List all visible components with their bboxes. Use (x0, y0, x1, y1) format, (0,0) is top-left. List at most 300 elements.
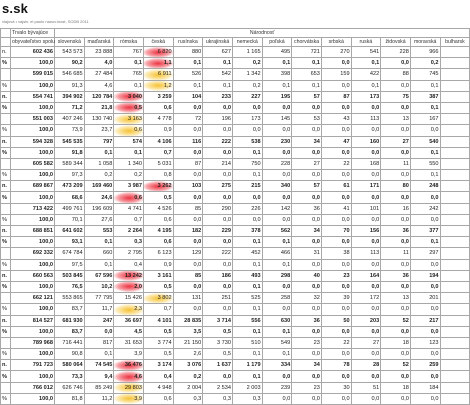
table-cell[interactable]: 93,1 (55, 237, 85, 248)
table-cell[interactable]: 22 (321, 158, 351, 169)
row-label[interactable]: % (1, 259, 11, 270)
table-cell[interactable]: 2 534 (203, 382, 233, 393)
row-total-cell[interactable]: 100,0 (11, 371, 55, 382)
table-cell[interactable]: 0,0 (203, 304, 233, 315)
table-cell[interactable]: 0,0 (321, 237, 351, 248)
table-cell[interactable]: 171 (351, 181, 381, 192)
table-cell[interactable]: 0,0 (351, 102, 381, 113)
table-cell[interactable]: 196 (203, 114, 233, 125)
table-cell[interactable]: 0,0 (173, 102, 203, 113)
table-cell[interactable] (440, 192, 470, 203)
table-cell[interactable]: 0,1 (292, 58, 322, 69)
table-cell[interactable]: 0,1 (84, 349, 114, 360)
table-cell[interactable]: 0,1 (114, 147, 144, 158)
table-cell[interactable]: 0,1 (114, 80, 144, 91)
table-cell[interactable]: 0,0 (410, 349, 440, 360)
table-cell[interactable]: 422 (351, 69, 381, 80)
table-cell[interactable]: 0,0 (321, 371, 351, 382)
table-cell[interactable]: 90,2 (55, 58, 85, 69)
table-cell[interactable]: 0,0 (381, 326, 411, 337)
table-cell[interactable]: 2,0 (114, 281, 144, 292)
table-cell[interactable]: 0,9 (143, 259, 173, 270)
table-cell[interactable]: 0,0 (262, 281, 292, 292)
table-cell[interactable]: 0,0 (321, 281, 351, 292)
table-cell[interactable] (440, 293, 470, 304)
table-cell[interactable]: 526 (173, 69, 203, 80)
table-cell[interactable]: 222 (203, 248, 233, 259)
table-cell[interactable]: 0,1 (232, 170, 262, 181)
table-cell[interactable]: 510 (232, 337, 262, 348)
table-cell[interactable] (440, 226, 470, 237)
table-cell[interactable]: 184 (410, 382, 440, 393)
table-cell[interactable]: 0,6 (143, 393, 173, 404)
row-label[interactable]: % (1, 393, 11, 404)
table-cell[interactable]: 34 (292, 226, 322, 237)
table-cell[interactable]: 0,1 (410, 102, 440, 113)
table-cell[interactable]: 681 930 (55, 315, 85, 326)
table-cell[interactable]: 167 (410, 114, 440, 125)
row-label[interactable]: n. (1, 91, 11, 102)
table-cell[interactable]: 0,0 (351, 349, 381, 360)
table-cell[interactable]: 13 (381, 293, 411, 304)
table-cell[interactable] (440, 170, 470, 181)
table-cell[interactable]: 0,6 (143, 102, 173, 113)
table-cell[interactable] (440, 102, 470, 113)
table-cell[interactable]: 36 476 (114, 360, 144, 371)
table-cell[interactable]: 562 (262, 226, 292, 237)
table-cell[interactable]: 0,0 (321, 102, 351, 113)
table-cell[interactable]: 195 (262, 91, 292, 102)
table-cell[interactable]: 129 (173, 248, 203, 259)
table-cell[interactable]: 0,0 (203, 147, 233, 158)
table-cell[interactable]: 0,5 (203, 326, 233, 337)
table-cell[interactable]: 0,0 (381, 147, 411, 158)
table-cell[interactable]: 27 (381, 136, 411, 147)
table-cell[interactable]: 1 342 (232, 69, 262, 80)
table-cell[interactable]: 87 (321, 91, 351, 102)
row-total-cell[interactable]: 554 741 (11, 91, 55, 102)
table-cell[interactable]: 222 (203, 136, 233, 147)
row-label[interactable]: n. (1, 136, 11, 147)
table-cell[interactable]: 0,6 (114, 192, 144, 203)
table-cell[interactable]: 0,0 (410, 304, 440, 315)
table-cell[interactable]: 0,0 (410, 371, 440, 382)
table-cell[interactable]: 0,0 (351, 371, 381, 382)
table-cell[interactable]: 142 (262, 203, 292, 214)
table-cell[interactable]: 11,2 (84, 393, 114, 404)
table-cell[interactable]: 203 (351, 315, 381, 326)
table-cell[interactable]: 76,5 (55, 281, 85, 292)
table-cell[interactable]: 36 (381, 270, 411, 281)
row-label[interactable]: % (1, 170, 11, 181)
table-cell[interactable]: 3 163 (114, 114, 144, 125)
table-cell[interactable]: 68,6 (55, 192, 85, 203)
row-label[interactable] (1, 337, 11, 348)
table-cell[interactable]: 87 (173, 158, 203, 169)
table-cell[interactable]: 0,0 (321, 349, 351, 360)
table-cell[interactable]: 70 (321, 226, 351, 237)
column-header[interactable]: ruská (351, 38, 381, 47)
table-cell[interactable]: 0,1 (232, 304, 262, 315)
table-cell[interactable]: 28 (351, 360, 381, 371)
table-cell[interactable]: 11,7 (84, 304, 114, 315)
table-cell[interactable]: 0,1 (84, 259, 114, 270)
table-cell[interactable]: 30 (321, 382, 351, 393)
table-cell[interactable]: 215 (232, 181, 262, 192)
table-cell[interactable]: 0,0 (292, 237, 322, 248)
table-cell[interactable] (440, 248, 470, 259)
table-cell[interactable]: 0,0 (262, 147, 292, 158)
table-cell[interactable]: 4,0 (84, 58, 114, 69)
table-cell[interactable]: 1 637 (203, 360, 233, 371)
table-cell[interactable]: 0,5 (143, 281, 173, 292)
table-cell[interactable]: 39 (321, 293, 351, 304)
column-header[interactable]: slovenská (55, 38, 85, 47)
table-cell[interactable]: 43 (321, 114, 351, 125)
table-cell[interactable]: 0,0 (410, 125, 440, 136)
table-cell[interactable]: 580 064 (55, 360, 85, 371)
table-cell[interactable]: 466 (262, 248, 292, 259)
table-cell[interactable]: 525 (232, 293, 262, 304)
table-cell[interactable]: 0,1 (232, 147, 262, 158)
table-cell[interactable]: 52 (381, 315, 411, 326)
table-cell[interactable] (440, 58, 470, 69)
table-cell[interactable]: 653 (292, 69, 322, 80)
table-cell[interactable]: 966 (410, 47, 440, 58)
row-label[interactable]: % (1, 304, 11, 315)
table-cell[interactable] (440, 237, 470, 248)
table-cell[interactable]: 0,0 (351, 125, 381, 136)
table-cell[interactable]: 3 076 (173, 360, 203, 371)
table-cell[interactable]: 173 (232, 114, 262, 125)
table-cell[interactable]: 0,0 (321, 326, 351, 337)
table-cell[interactable]: 0,1 (351, 58, 381, 69)
table-cell[interactable]: 0,0 (262, 170, 292, 181)
table-cell[interactable]: 52 (381, 360, 411, 371)
table-cell[interactable]: 4 526 (143, 203, 173, 214)
table-cell[interactable]: 340 (262, 181, 292, 192)
table-cell[interactable]: 407 246 (55, 114, 85, 125)
table-cell[interactable]: 169 460 (84, 181, 114, 192)
table-cell[interactable]: 0,0 (173, 170, 203, 181)
table-cell[interactable]: 230 (262, 136, 292, 147)
table-cell[interactable]: 0,0 (292, 147, 322, 158)
table-cell[interactable]: 36 697 (114, 315, 144, 326)
table-cell[interactable]: 0,0 (173, 281, 203, 292)
table-cell[interactable]: 3 987 (114, 181, 144, 192)
row-label[interactable]: n. (1, 315, 11, 326)
table-cell[interactable]: 546 685 (55, 69, 85, 80)
row-total-cell[interactable]: 100,0 (11, 125, 55, 136)
table-cell[interactable]: 4 195 (143, 226, 173, 237)
table-cell[interactable]: 120 784 (84, 91, 114, 102)
row-label[interactable]: % (1, 326, 11, 337)
table-cell[interactable]: 290 (203, 203, 233, 214)
table-cell[interactable]: 0,1 (173, 58, 203, 69)
table-cell[interactable]: 493 (232, 270, 262, 281)
table-cell[interactable] (440, 47, 470, 58)
table-cell[interactable]: 0,0 (292, 192, 322, 203)
row-label[interactable] (1, 382, 11, 393)
table-cell[interactable] (440, 214, 470, 225)
table-cell[interactable] (440, 69, 470, 80)
table-cell[interactable]: 0,0 (381, 125, 411, 136)
table-cell[interactable]: 0,0 (292, 349, 322, 360)
table-cell[interactable]: 0,0 (351, 192, 381, 203)
table-cell[interactable]: 0,0 (292, 304, 322, 315)
table-cell[interactable]: 73,3 (55, 371, 85, 382)
table-cell[interactable]: 91,3 (55, 80, 85, 91)
table-cell[interactable]: 217 (410, 315, 440, 326)
table-cell[interactable]: 6 820 (143, 47, 173, 58)
table-cell[interactable]: 3 040 (114, 91, 144, 102)
table-cell[interactable]: 90,8 (55, 349, 85, 360)
table-cell[interactable]: 103 (173, 181, 203, 192)
table-cell[interactable]: 0,0 (262, 214, 292, 225)
table-cell[interactable]: 398 (262, 69, 292, 80)
table-cell[interactable]: 630 (262, 315, 292, 326)
table-cell[interactable]: 0,0 (381, 237, 411, 248)
table-cell[interactable]: 0,0 (232, 125, 262, 136)
table-cell[interactable]: 538 (232, 136, 262, 147)
table-cell[interactable]: 3 259 (143, 91, 173, 102)
table-cell[interactable]: 72 (173, 114, 203, 125)
table-cell[interactable]: 15 426 (114, 293, 144, 304)
table-cell[interactable]: 0,1 (232, 237, 262, 248)
table-cell[interactable]: 0,0 (232, 192, 262, 203)
table-cell[interactable]: 499 761 (55, 203, 85, 214)
table-cell[interactable]: 0,0 (173, 214, 203, 225)
table-cell[interactable]: 0,0 (203, 214, 233, 225)
table-cell[interactable]: 3 161 (143, 270, 173, 281)
table-cell[interactable]: 627 (203, 47, 233, 58)
table-cell[interactable]: 0,0 (84, 326, 114, 337)
row-label[interactable]: % (1, 214, 11, 225)
table-cell[interactable]: 104 (173, 91, 203, 102)
table-cell[interactable]: 0,5 (203, 349, 233, 360)
table-cell[interactable]: 0,0 (173, 237, 203, 248)
table-cell[interactable]: 0,0 (262, 102, 292, 113)
table-cell[interactable]: 101 (351, 203, 381, 214)
table-cell[interactable]: 214 (203, 158, 233, 169)
table-cell[interactable]: 0,0 (262, 393, 292, 404)
table-cell[interactable]: 172 (351, 293, 381, 304)
table-cell[interactable]: 201 (410, 293, 440, 304)
table-cell[interactable]: 0,0 (321, 80, 351, 91)
row-label[interactable]: % (1, 237, 11, 248)
table-cell[interactable]: 0,2 (173, 371, 203, 382)
table-cell[interactable]: 2 795 (114, 248, 144, 259)
table-cell[interactable]: 11 (381, 158, 411, 169)
table-cell[interactable]: 0,0 (321, 214, 351, 225)
table-cell[interactable]: 85 249 (84, 382, 114, 393)
row-total-cell[interactable]: 660 563 (11, 270, 55, 281)
table-cell[interactable]: 1 179 (232, 360, 262, 371)
table-cell[interactable]: 242 (410, 203, 440, 214)
table-cell[interactable]: 4,6 (114, 371, 144, 382)
table-cell[interactable]: 194 (410, 270, 440, 281)
table-cell[interactable]: 131 (173, 293, 203, 304)
table-cell[interactable]: 3 262 (143, 181, 173, 192)
table-cell[interactable]: 0,0 (262, 192, 292, 203)
row-total-cell[interactable]: 100,0 (11, 326, 55, 337)
table-cell[interactable]: 0,0 (381, 102, 411, 113)
table-cell[interactable]: 36 (381, 226, 411, 237)
table-cell[interactable]: 0,2 (84, 170, 114, 181)
table-cell[interactable]: 6 911 (143, 69, 173, 80)
table-cell[interactable]: 2,3 (114, 304, 144, 315)
table-cell[interactable]: 3,9 (114, 393, 144, 404)
table-cell[interactable]: 36 (292, 203, 322, 214)
table-cell[interactable]: 0,0 (321, 192, 351, 203)
table-cell[interactable]: 97,5 (55, 259, 85, 270)
table-cell[interactable]: 40 (292, 270, 322, 281)
table-cell[interactable] (440, 349, 470, 360)
table-cell[interactable] (440, 304, 470, 315)
row-total-cell[interactable]: 713 422 (11, 203, 55, 214)
table-cell[interactable]: 34 (292, 360, 322, 371)
table-cell[interactable]: 0,0 (351, 304, 381, 315)
table-cell[interactable]: 31 (292, 248, 322, 259)
table-cell[interactable]: 0,0 (292, 125, 322, 136)
table-cell[interactable]: 5 031 (143, 158, 173, 169)
table-cell[interactable]: 0,2 (410, 58, 440, 69)
row-label[interactable]: % (1, 80, 11, 91)
table-cell[interactable]: 23,7 (84, 125, 114, 136)
table-cell[interactable]: 0,0 (203, 102, 233, 113)
table-cell[interactable]: 0,3 (173, 393, 203, 404)
table-cell[interactable]: 377 (410, 226, 440, 237)
table-cell[interactable]: 0,1 (410, 147, 440, 158)
column-header[interactable]: ukrajinská (203, 38, 233, 47)
table-cell[interactable]: 3,5 (173, 326, 203, 337)
table-cell[interactable]: 765 (114, 69, 144, 80)
table-cell[interactable]: 0,1 (351, 80, 381, 91)
table-cell[interactable]: 0,0 (381, 371, 411, 382)
table-cell[interactable]: 16 (381, 203, 411, 214)
row-label[interactable]: n. (1, 181, 11, 192)
table-cell[interactable]: 0,5 (114, 102, 144, 113)
table-cell[interactable]: 0,0 (262, 304, 292, 315)
row-total-cell[interactable]: 100,0 (11, 102, 55, 113)
row-label[interactable]: % (1, 349, 11, 360)
table-cell[interactable]: 541 (351, 47, 381, 58)
row-total-cell[interactable]: 100,0 (11, 58, 55, 69)
table-cell[interactable]: 0,1 (262, 237, 292, 248)
table-cell[interactable]: 4,5 (114, 326, 144, 337)
table-cell[interactable]: 0,1 (262, 80, 292, 91)
table-cell[interactable]: 0,1 (232, 259, 262, 270)
row-total-cell[interactable]: 100,0 (11, 80, 55, 91)
row-total-cell[interactable]: 551 003 (11, 114, 55, 125)
table-cell[interactable]: 0,0 (321, 58, 351, 69)
table-cell[interactable]: 275 (203, 181, 233, 192)
table-cell[interactable] (440, 315, 470, 326)
table-cell[interactable]: 97,3 (55, 170, 85, 181)
table-cell[interactable]: 767 (114, 47, 144, 58)
table-cell[interactable]: 503 845 (55, 270, 85, 281)
table-cell[interactable]: 23 (321, 270, 351, 281)
table-cell[interactable]: 0,1 (410, 170, 440, 181)
table-cell[interactable]: 0,0 (321, 125, 351, 136)
table-cell[interactable]: 0,1 (232, 349, 262, 360)
column-header[interactable]: rómska (114, 38, 144, 47)
table-cell[interactable]: 0,1 (203, 80, 233, 91)
table-cell[interactable]: 0,0 (351, 147, 381, 158)
column-header[interactable]: nemecká (232, 38, 262, 47)
table-cell[interactable]: 716 441 (55, 337, 85, 348)
table-cell[interactable]: 21 150 (173, 337, 203, 348)
table-cell[interactable]: 0,0 (203, 259, 233, 270)
table-cell[interactable]: 83,7 (55, 326, 85, 337)
table-cell[interactable]: 0,0 (203, 125, 233, 136)
table-cell[interactable]: 0,0 (381, 349, 411, 360)
row-total-cell[interactable]: 814 527 (11, 315, 55, 326)
table-cell[interactable]: 0,0 (381, 80, 411, 91)
table-cell[interactable]: 10,2 (84, 281, 114, 292)
table-cell[interactable]: 0,1 (262, 326, 292, 337)
table-cell[interactable]: 0,1 (232, 326, 262, 337)
table-cell[interactable]: 77 795 (84, 293, 114, 304)
table-cell[interactable]: 0,0 (321, 304, 351, 315)
table-cell[interactable]: 113 (351, 248, 381, 259)
table-cell[interactable]: 0,4 (143, 371, 173, 382)
table-cell[interactable]: 3 730 (203, 337, 233, 348)
table-cell[interactable]: 660 (84, 248, 114, 259)
table-cell[interactable]: 674 784 (55, 248, 85, 259)
table-cell[interactable]: 41 (321, 203, 351, 214)
table-cell[interactable] (440, 382, 470, 393)
table-cell[interactable]: 2 004 (173, 382, 203, 393)
table-cell[interactable]: 164 (351, 270, 381, 281)
table-cell[interactable] (440, 371, 470, 382)
table-cell[interactable]: 0,1 (232, 281, 262, 292)
row-total-cell[interactable]: 791 723 (11, 360, 55, 371)
table-cell[interactable]: 168 (351, 158, 381, 169)
table-cell[interactable]: 1,2 (143, 80, 173, 91)
row-total-cell[interactable]: 594 328 (11, 136, 55, 147)
table-cell[interactable]: 0,1 (84, 237, 114, 248)
table-cell[interactable]: 0,0 (292, 326, 322, 337)
table-cell[interactable]: 0,0 (292, 102, 322, 113)
table-cell[interactable]: 0,0 (410, 281, 440, 292)
table-cell[interactable]: 0,1 (232, 371, 262, 382)
table-cell[interactable]: 0,0 (292, 281, 322, 292)
table-cell[interactable]: 259 (410, 360, 440, 371)
table-cell[interactable]: 27 (292, 158, 322, 169)
table-cell[interactable] (440, 114, 470, 125)
table-cell[interactable]: 31 653 (114, 337, 144, 348)
row-label[interactable]: % (1, 147, 11, 158)
table-cell[interactable]: 880 (173, 47, 203, 58)
table-cell[interactable]: 0,0 (351, 214, 381, 225)
table-cell[interactable]: 0,6 (114, 125, 144, 136)
table-cell[interactable]: 297 (410, 248, 440, 259)
table-cell[interactable]: 0,0 (381, 192, 411, 203)
table-cell[interactable]: 0,0 (381, 393, 411, 404)
row-total-cell[interactable]: 602 436 (11, 47, 55, 58)
table-cell[interactable]: 0,0 (321, 259, 351, 270)
table-cell[interactable]: 797 (84, 136, 114, 147)
table-cell[interactable]: 626 746 (55, 382, 85, 393)
row-total-cell[interactable]: 688 851 (11, 226, 55, 237)
table-cell[interactable]: 0,6 (143, 214, 173, 225)
table-cell[interactable]: 298 (262, 270, 292, 281)
table-cell[interactable]: 542 (203, 69, 233, 80)
table-cell[interactable]: 21,8 (84, 102, 114, 113)
column-header[interactable]: chorvátska (292, 38, 322, 47)
table-cell[interactable]: 3 774 (143, 337, 173, 348)
